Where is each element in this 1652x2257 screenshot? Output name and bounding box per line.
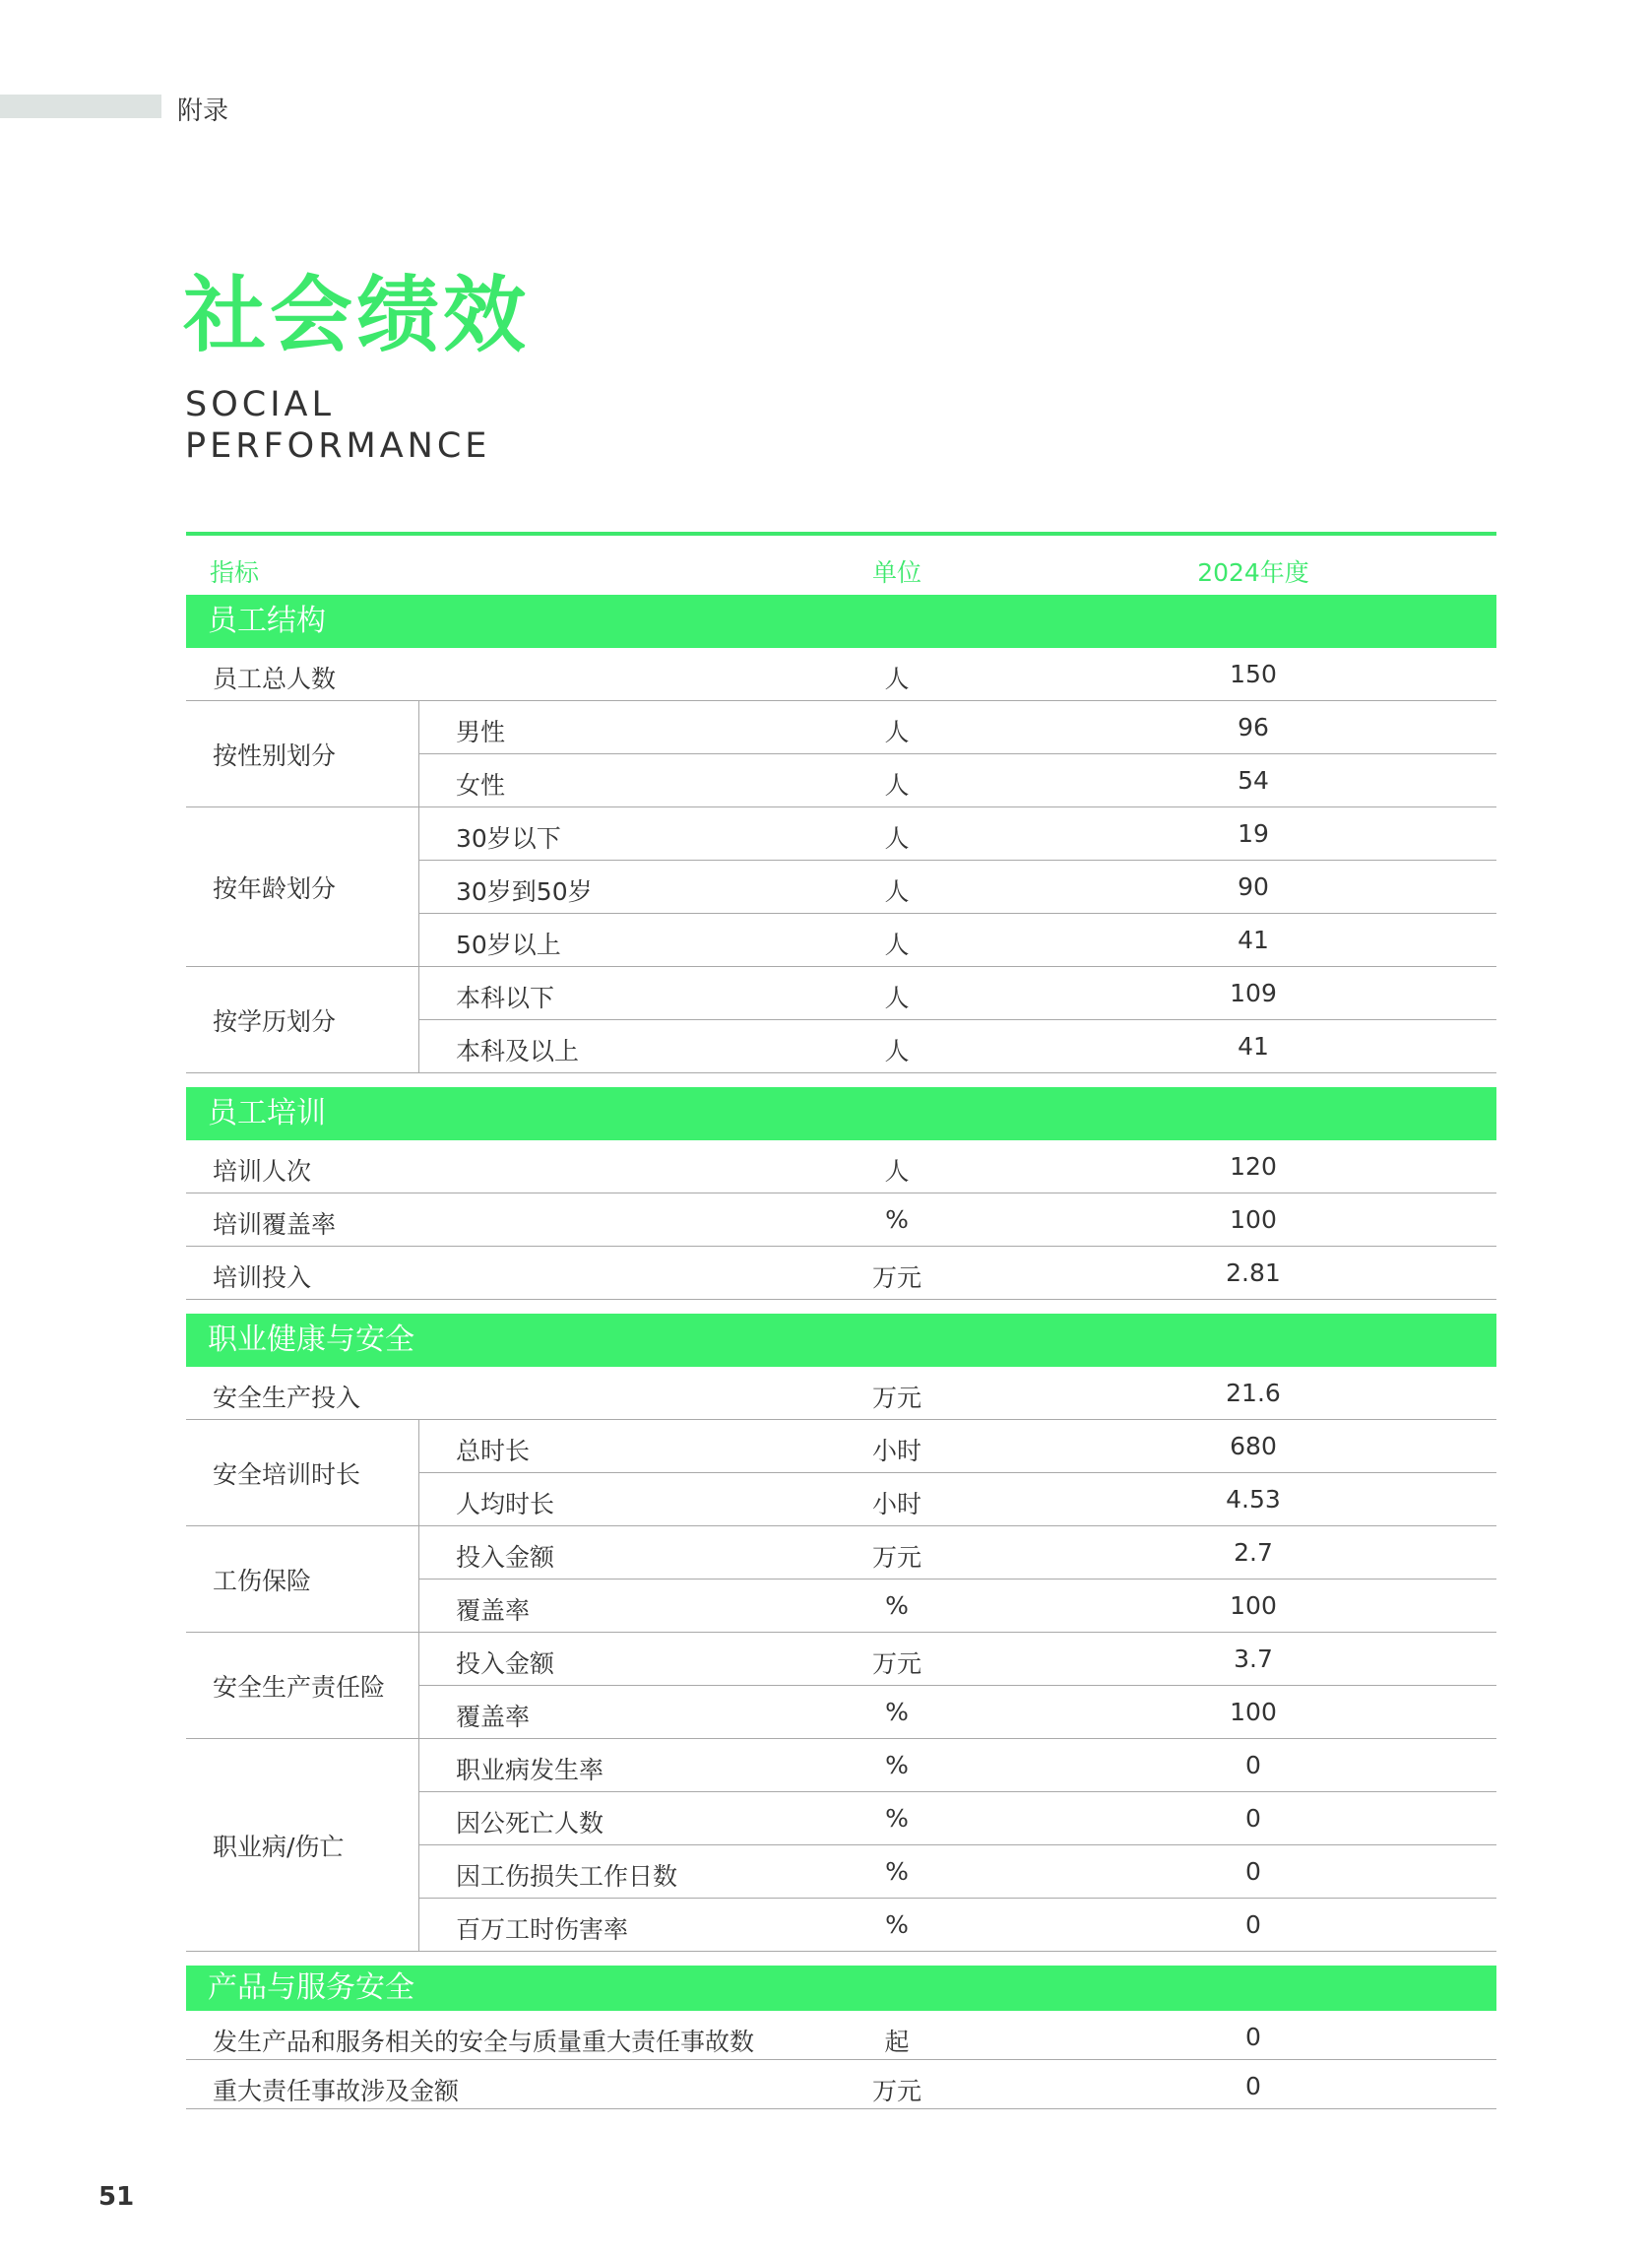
page-title: 社会绩效 [183, 267, 531, 363]
header-bar [0, 95, 161, 118]
row-sub-label: 50岁以上 [456, 931, 561, 959]
group-label: 安全培训时长 [186, 1420, 419, 1526]
group-label: 工伤保险 [186, 1526, 419, 1633]
group-safety-training-hours [186, 1420, 1496, 1526]
row-unit: % [885, 1910, 909, 1939]
row-value: 100 [1230, 1591, 1277, 1620]
row-value: 0 [1245, 2023, 1261, 2051]
row-value: 21.6 [1226, 1379, 1281, 1407]
section-occupational-safety: 职业健康与安全 [186, 1314, 1496, 1367]
row-value: 100 [1230, 1698, 1277, 1726]
row-sub-label: 本科以下 [456, 984, 555, 1012]
row-sub-label: 本科及以上 [456, 1037, 580, 1065]
row-label: 培训人次 [213, 1157, 312, 1186]
row-unit: 万元 [871, 2077, 921, 2105]
row-sub-label: 因公死亡人数 [456, 1809, 604, 1838]
row-label: 培训覆盖率 [213, 1210, 337, 1239]
row-value: 120 [1230, 1152, 1277, 1181]
row-value: 0 [1245, 2072, 1261, 2100]
row-unit: 万元 [871, 1543, 921, 1572]
row-value: 2.7 [1234, 1538, 1273, 1567]
section-employee-structure: 员工结构 [186, 595, 1496, 648]
row-unit: 人 [884, 931, 910, 959]
header-indicator: 指标 [210, 558, 260, 587]
row-value: 96 [1238, 713, 1269, 742]
table-row [419, 1845, 1496, 1899]
row-sub-label: 30岁以下 [456, 824, 561, 853]
row-unit: 起 [884, 2028, 910, 2056]
group-age [186, 807, 1496, 967]
page-subtitle [185, 384, 490, 467]
row-sub-label: 总时长 [456, 1437, 531, 1465]
row-value: 41 [1238, 926, 1269, 954]
page-number: 51 [98, 2182, 135, 2212]
row-sub-label: 30岁到50岁 [456, 877, 593, 906]
group-label: 按学历划分 [186, 967, 419, 1073]
table-row [419, 1420, 1496, 1473]
table-row [419, 1020, 1496, 1073]
table-row [419, 914, 1496, 967]
table-row [186, 1193, 1496, 1247]
row-value: 150 [1230, 660, 1277, 688]
group-label: 按性别划分 [186, 701, 419, 807]
section-employee-training: 员工培训 [186, 1087, 1496, 1140]
row-unit: % [885, 1751, 909, 1779]
table-row [186, 2011, 1496, 2060]
row-unit: 人 [884, 771, 910, 800]
table-row [186, 648, 1496, 701]
group-label: 按年龄划分 [186, 807, 419, 967]
header-year: 2024年度 [1197, 558, 1309, 587]
row-unit: 人 [884, 718, 910, 746]
table-row [186, 1247, 1496, 1300]
table-row [186, 1367, 1496, 1420]
row-unit: 万元 [871, 1263, 921, 1292]
row-unit: 人 [884, 1157, 910, 1186]
row-sub-label: 人均时长 [456, 1490, 555, 1518]
row-value: 100 [1230, 1205, 1277, 1234]
row-label: 重大责任事故涉及金额 [213, 2077, 460, 2105]
row-sub-label: 女性 [456, 771, 506, 800]
table-row [419, 1580, 1496, 1633]
table-row [419, 1633, 1496, 1686]
row-sub-label: 投入金额 [456, 1543, 555, 1572]
row-label: 发生产品和服务相关的安全与质量重大责任事故数 [213, 2028, 755, 2056]
row-unit: 小时 [871, 1490, 921, 1518]
row-unit: % [885, 1804, 909, 1833]
header-unit: 单位 [871, 558, 921, 587]
table-row [419, 754, 1496, 807]
row-value: 0 [1245, 1751, 1261, 1779]
row-value: 0 [1245, 1910, 1261, 1939]
row-value: 0 [1245, 1804, 1261, 1833]
social-performance-table [186, 532, 1496, 2109]
row-unit: 人 [884, 665, 910, 693]
row-sub-label: 投入金额 [456, 1649, 555, 1678]
row-unit: % [885, 1698, 909, 1726]
table-row [419, 1686, 1496, 1739]
table-row [419, 807, 1496, 861]
row-sub-label: 覆盖率 [456, 1703, 531, 1731]
group-injury-insurance [186, 1526, 1496, 1633]
group-occupational-disease [186, 1739, 1496, 1952]
row-value: 680 [1230, 1432, 1277, 1460]
row-sub-label: 男性 [456, 718, 506, 746]
row-label: 员工总人数 [213, 665, 337, 693]
group-gender [186, 701, 1496, 807]
subtitle-line-1: SOCIAL [185, 385, 335, 424]
table-row [419, 1526, 1496, 1580]
row-value: 0 [1245, 1857, 1261, 1886]
row-value: 4.53 [1226, 1485, 1281, 1514]
group-liability-insurance [186, 1633, 1496, 1739]
header-label: 附录 [177, 97, 229, 126]
row-unit: 人 [884, 984, 910, 1012]
row-label: 培训投入 [213, 1263, 312, 1292]
table-row [419, 861, 1496, 914]
row-unit: 人 [884, 824, 910, 853]
table-row [419, 1739, 1496, 1792]
group-label: 职业病/伤亡 [186, 1739, 419, 1952]
row-sub-label: 百万工时伤害率 [456, 1915, 629, 1944]
group-label: 安全生产责任险 [186, 1633, 419, 1739]
subtitle-line-2: PERFORMANCE [185, 426, 491, 466]
row-sub-label: 因工伤损失工作日数 [456, 1862, 678, 1891]
row-sub-label: 职业病发生率 [456, 1756, 604, 1784]
row-value: 54 [1238, 766, 1269, 795]
section-product-safety: 产品与服务安全 [186, 1966, 1496, 2011]
table-row [419, 967, 1496, 1020]
row-unit: % [885, 1205, 909, 1234]
table-row [419, 1899, 1496, 1952]
row-value: 90 [1238, 872, 1269, 901]
row-unit: 人 [884, 1037, 910, 1065]
row-unit: 小时 [871, 1437, 921, 1465]
row-unit: % [885, 1857, 909, 1886]
row-unit: % [885, 1591, 909, 1620]
table-row [419, 701, 1496, 754]
row-value: 19 [1238, 819, 1269, 848]
row-unit: 万元 [871, 1384, 921, 1412]
table-header [186, 536, 1496, 595]
table-row [186, 1140, 1496, 1193]
table-row [186, 2060, 1496, 2109]
row-value: 109 [1230, 979, 1277, 1007]
row-value: 41 [1238, 1032, 1269, 1061]
row-sub-label: 覆盖率 [456, 1596, 531, 1625]
table-row [419, 1792, 1496, 1845]
row-value: 2.81 [1226, 1258, 1281, 1287]
row-unit: 万元 [871, 1649, 921, 1678]
group-education [186, 967, 1496, 1073]
row-label: 安全生产投入 [213, 1384, 361, 1412]
row-unit: 人 [884, 877, 910, 906]
row-value: 3.7 [1234, 1644, 1273, 1673]
table-row [419, 1473, 1496, 1526]
